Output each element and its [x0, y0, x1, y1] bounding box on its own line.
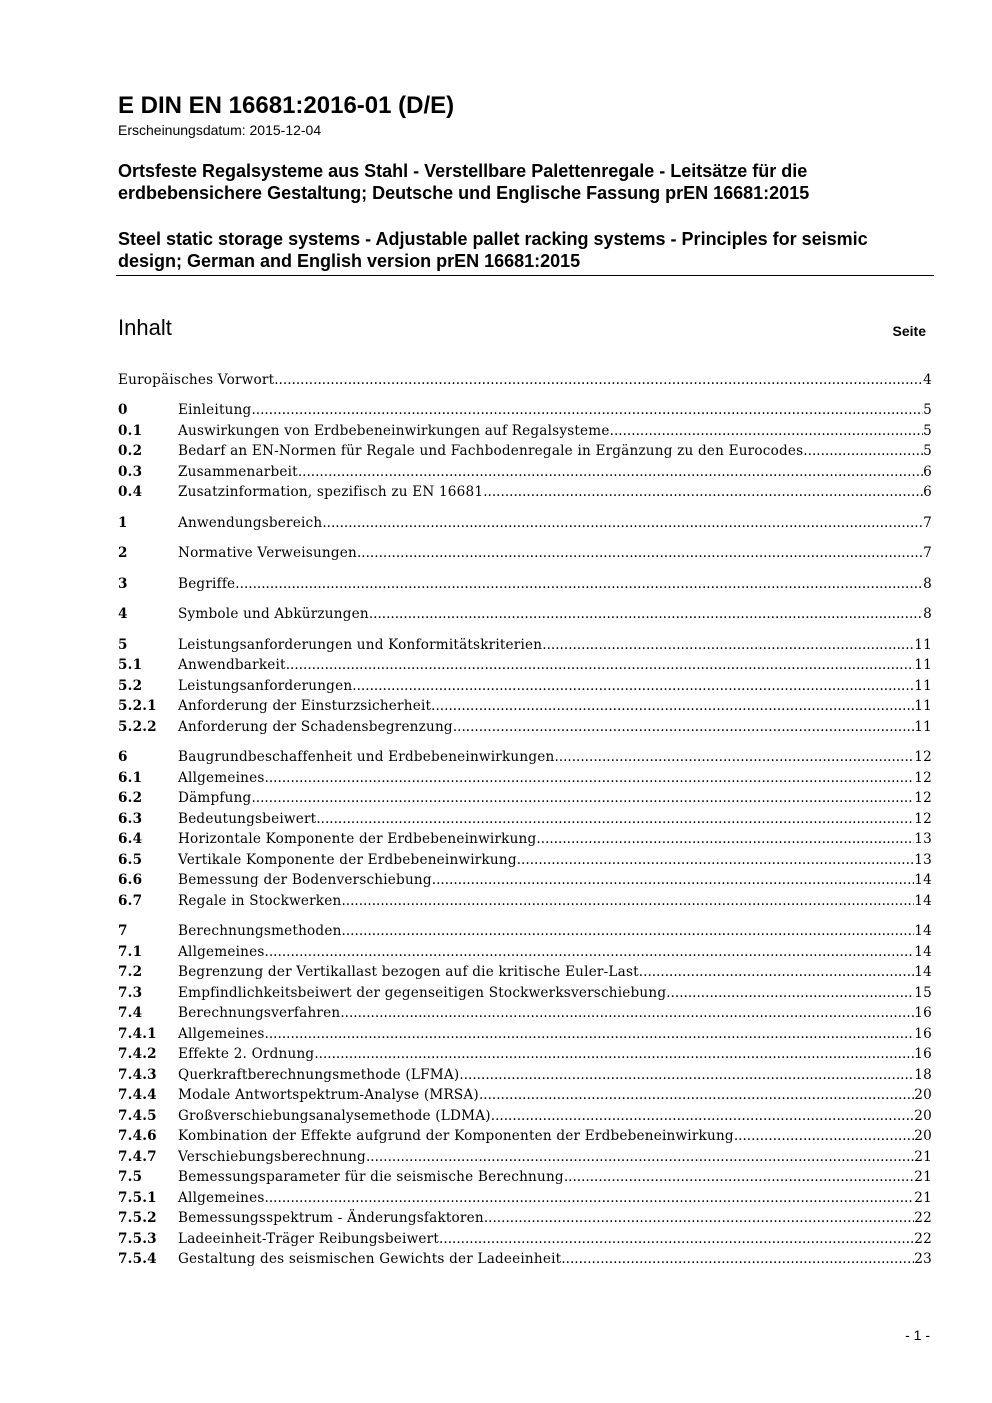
toc-entry[interactable] — [118, 1044, 932, 1064]
toc-entry[interactable] — [118, 747, 932, 767]
toc-entry[interactable] — [118, 962, 932, 982]
publication-date: Erscheinungsdatum: 2015-12-04 — [118, 122, 322, 138]
toc-entry-page: 20 — [914, 1128, 932, 1144]
toc-leader-dots — [639, 962, 915, 982]
toc-leader-dots — [554, 747, 914, 767]
toc-entry[interactable] — [118, 1024, 932, 1044]
header-divider — [116, 275, 934, 276]
toc-entry[interactable] — [118, 829, 932, 849]
title-german: Ortsfeste Regalsysteme aus Stahl - Verstellbare Palettenregale - Leitsätze für die erdbebensichere Gestaltung; Deutsche und Englische Fassung prEN 16681:2015 — [118, 161, 810, 203]
toc-leader-dots — [479, 1085, 914, 1105]
toc-entry[interactable] — [118, 717, 932, 737]
toc-entry-page: 15 — [914, 985, 932, 1001]
toc-leader-dots — [369, 604, 923, 624]
toc-entry-number: 7.4.4 — [118, 1087, 157, 1103]
toc-entry[interactable] — [118, 1065, 932, 1085]
toc-entry-number: 5.1 — [118, 657, 143, 673]
toc-entry-number: 6.5 — [118, 852, 143, 868]
toc-entry-page: 16 — [914, 1026, 932, 1042]
toc-leader-dots — [357, 543, 923, 563]
toc-entry-page: 16 — [914, 1005, 932, 1021]
toc-leader-dots — [265, 1188, 915, 1208]
toc-entry-page: 5 — [923, 443, 932, 459]
toc-leader-dots — [251, 400, 923, 420]
toc-entry[interactable] — [118, 768, 932, 788]
toc-leader-dots — [265, 942, 915, 962]
toc-entry-title: Anforderung der Einsturzsicherheit — [178, 698, 432, 714]
toc-entry-page: 23 — [914, 1251, 932, 1267]
toc-entry-page: 8 — [923, 576, 932, 592]
toc-entry-title: Allgemeines — [178, 1190, 265, 1206]
toc-entry-number: 7.4.7 — [118, 1149, 157, 1165]
toc-entry-number: 7.4.5 — [118, 1108, 157, 1124]
toc-entry-page: 12 — [914, 790, 932, 806]
toc-entry-page: 13 — [914, 852, 932, 868]
toc-leader-dots — [564, 1167, 914, 1187]
toc-entry[interactable] — [118, 850, 932, 870]
toc-entry-title: Ladeeinheit-Träger Reibungsbeiwert — [178, 1231, 440, 1247]
toc-entry-page: 14 — [914, 923, 932, 939]
toc-entry-number: 5.2.1 — [118, 698, 157, 714]
toc-entry-page: 21 — [914, 1190, 932, 1206]
toc-entry-page: 16 — [914, 1046, 932, 1062]
toc-entry-number: 6.6 — [118, 872, 143, 888]
toc-entry-page: 20 — [914, 1108, 932, 1124]
toc-entry-page: 21 — [914, 1149, 932, 1165]
toc-entry-page: 11 — [914, 637, 932, 653]
toc-leader-dots — [251, 788, 914, 808]
toc-entry-number: 7.5 — [118, 1169, 143, 1185]
toc-leader-dots — [483, 482, 923, 502]
toc-entry-page: 5 — [923, 423, 932, 439]
toc-entry-page: 12 — [914, 749, 932, 765]
toc-entry[interactable] — [118, 462, 932, 482]
toc-entry[interactable] — [118, 1085, 932, 1105]
toc-entry-title: Anforderung der Schadensbegrenzung — [178, 719, 453, 735]
toc-entry-number: 5 — [118, 637, 128, 653]
toc-entry-page: 20 — [914, 1087, 932, 1103]
toc-entry[interactable] — [118, 1003, 932, 1023]
toc-leader-dots — [610, 421, 924, 441]
toc-leader-dots — [453, 717, 914, 737]
toc-entry[interactable] — [118, 1188, 932, 1208]
toc-entry-number: 6.7 — [118, 893, 143, 909]
toc-entry-title: Bedeutungsbeiwert — [178, 811, 317, 827]
toc-entry-title: Bedarf an EN-Normen für Regale und Fachbodenregale in Ergänzung zu den Eurocodes — [178, 443, 804, 459]
toc-entry-number: 0.4 — [118, 484, 143, 500]
toc-leader-dots — [298, 462, 923, 482]
toc-entry-title: Begrenzung der Vertikallast bezogen auf die kritische Euler-Last — [178, 964, 639, 980]
toc-entry-page: 14 — [914, 872, 932, 888]
toc-entry-number: 7.5.2 — [118, 1210, 157, 1226]
toc-entry-page: 14 — [914, 964, 932, 980]
toc-leader-dots — [235, 574, 923, 594]
toc-entry-title: Allgemeines — [178, 1026, 265, 1042]
toc-entry-title: Leistungsanforderungen und Konformitätskriterien — [178, 637, 543, 653]
document-title: E DIN EN 16681:2016-01 (D/E) — [118, 92, 455, 119]
toc-entry[interactable] — [118, 400, 932, 420]
toc-entry-title: Empfindlichkeitsbeiwert der gegenseitigen Stockwerksverschiebung — [178, 985, 667, 1001]
toc-leader-dots — [286, 655, 915, 675]
toc-heading: Inhalt — [118, 315, 172, 340]
toc-entry-page: 4 — [923, 372, 932, 388]
toc-entry-number: 7.2 — [118, 964, 143, 980]
toc-entry[interactable] — [118, 655, 932, 675]
toc-entry-number: 0 — [118, 402, 128, 418]
toc-entry-page: 22 — [914, 1231, 932, 1247]
toc-entry-number: 6.2 — [118, 790, 143, 806]
toc-entry[interactable] — [118, 891, 932, 911]
toc-entry-title: Anwendbarkeit — [178, 657, 286, 673]
toc-entry-title: Begriffe — [178, 576, 236, 592]
toc-entry-number: 0.2 — [118, 443, 143, 459]
toc-entry[interactable] — [118, 1147, 932, 1167]
toc-entry[interactable] — [118, 482, 932, 502]
toc-entry-title: Bemessung der Bodenverschiebung — [178, 872, 432, 888]
toc-entry-title: Zusammenarbeit — [178, 464, 298, 480]
title-english: Steel static storage systems - Adjustable pallet racking systems - Principles for seismic design; German and English version prEN 16681:2015 — [118, 229, 868, 271]
toc-entry-page: 6 — [923, 464, 932, 480]
toc-entry[interactable] — [118, 1229, 932, 1249]
toc-entry-number: 1 — [118, 515, 128, 531]
toc-entry-number: 5.2 — [118, 678, 143, 694]
toc-leader-dots — [265, 1024, 915, 1044]
page-number: - 1 - — [905, 1327, 930, 1343]
toc-entry-page: 12 — [914, 770, 932, 786]
toc-entry-number: 6.1 — [118, 770, 143, 786]
toc-leader-dots — [431, 696, 914, 716]
toc-entry-number: 7.4.6 — [118, 1128, 157, 1144]
toc-entry-title: Allgemeines — [178, 770, 265, 786]
page-column-label: Seite — [892, 323, 926, 339]
toc-entry[interactable] — [118, 870, 932, 890]
toc-entry-title: Querkraftberechnungsmethode (LFMA) — [178, 1067, 460, 1083]
toc-entry[interactable] — [118, 421, 932, 441]
toc-entry-title: Großverschiebungsanalysemethode (LDMA) — [178, 1108, 491, 1124]
toc-leader-dots — [316, 809, 914, 829]
toc-entry[interactable] — [118, 370, 932, 390]
toc-entry-page: 6 — [923, 484, 932, 500]
toc-entry-page: 14 — [914, 944, 932, 960]
toc-leader-dots — [536, 829, 914, 849]
toc-entry-title: Regale in Stockwerken — [178, 893, 342, 909]
toc-entry[interactable] — [118, 696, 932, 716]
toc-leader-dots — [314, 1044, 914, 1064]
toc-leader-dots — [517, 850, 915, 870]
toc-entry[interactable] — [118, 983, 932, 1003]
toc-entry[interactable] — [118, 604, 932, 624]
toc-entry[interactable] — [118, 676, 932, 696]
toc-entry[interactable] — [118, 1249, 932, 1269]
toc-entry[interactable] — [118, 543, 932, 563]
toc-entry-number: 0.3 — [118, 464, 143, 480]
toc-leader-dots — [274, 370, 923, 390]
toc-entry[interactable] — [118, 788, 932, 808]
toc-entry[interactable] — [118, 1106, 932, 1126]
toc-entry-page: 5 — [923, 402, 932, 418]
toc-entry-page: 13 — [914, 831, 932, 847]
toc-entry-number: 6 — [118, 749, 128, 765]
toc-entry[interactable] — [118, 1208, 932, 1228]
toc-entry-number: 6.4 — [118, 831, 143, 847]
toc-leader-dots — [803, 441, 923, 461]
toc-entry-page: 22 — [914, 1210, 932, 1226]
toc-entry-page: 18 — [914, 1067, 932, 1083]
toc-entry-page: 11 — [914, 678, 932, 694]
toc-entry-title: Verschiebungsberechnung — [178, 1149, 366, 1165]
toc-entry-title: Berechnungsverfahren — [178, 1005, 341, 1021]
toc-entry-title: Kombination der Effekte aufgrund der Komponenten der Erdbebeneinwirkung — [178, 1128, 734, 1144]
toc-entry-page: 12 — [914, 811, 932, 827]
toc-entry-number: 6.3 — [118, 811, 143, 827]
toc-entry-title: Symbole und Abkürzungen — [178, 606, 369, 622]
toc-entry[interactable] — [118, 574, 932, 594]
toc-entry-number: 0.1 — [118, 423, 143, 439]
toc-entry-number: 2 — [118, 545, 128, 561]
toc-entry-number: 7.5.4 — [118, 1251, 157, 1267]
toc-entry-title: Anwendungsbereich — [178, 515, 323, 531]
toc-leader-dots — [542, 635, 914, 655]
toc-entry-title: Modale Antwortspektrum-Analyse (MRSA) — [178, 1087, 479, 1103]
toc-entry-title: Normative Verweisungen — [178, 545, 357, 561]
toc-leader-dots — [366, 1147, 914, 1167]
toc-entry[interactable] — [118, 1126, 932, 1146]
toc-entry[interactable] — [118, 921, 932, 941]
toc-leader-dots — [322, 513, 923, 533]
toc-entry-title: Gestaltung des seismischen Gewichts der Ladeeinheit — [178, 1251, 562, 1267]
toc-leader-dots — [666, 983, 914, 1003]
toc-leader-dots — [491, 1106, 915, 1126]
toc-entry-number: 7.5.3 — [118, 1231, 157, 1247]
toc-entry-number: 7.4.2 — [118, 1046, 157, 1062]
toc-leader-dots — [459, 1065, 914, 1085]
toc-entry[interactable] — [118, 809, 932, 829]
toc-entry-title: Bemessungsparameter für die seismische Berechnung — [178, 1169, 564, 1185]
toc-entry-title: Baugrundbeschaffenheit und Erdbebeneinwirkungen — [178, 749, 555, 765]
toc-entry-number: 7 — [118, 923, 128, 939]
toc-entry-page: 11 — [914, 657, 932, 673]
toc-entry-title: Horizontale Komponente der Erdbebeneinwirkung — [178, 831, 537, 847]
toc-leader-dots — [341, 891, 914, 911]
toc-entry-title: Berechnungsmethoden — [178, 923, 342, 939]
toc-entry-page: 21 — [914, 1169, 932, 1185]
toc-entry-page: 14 — [914, 893, 932, 909]
toc-leader-dots — [340, 1003, 914, 1023]
toc-entry-number: 7.4.3 — [118, 1067, 157, 1083]
toc-leader-dots — [561, 1249, 914, 1269]
toc-leader-dots — [734, 1126, 914, 1146]
toc-entry-page: 11 — [914, 719, 932, 735]
toc-leader-dots — [484, 1208, 914, 1228]
toc-entry-page: 7 — [923, 515, 932, 531]
toc-leader-dots — [352, 676, 914, 696]
toc-entry-title: Leistungsanforderungen — [178, 678, 353, 694]
toc-entry-number: 5.2.2 — [118, 719, 157, 735]
toc-entry-title: Zusatzinformation, spezifisch zu EN 16681 — [178, 484, 484, 500]
toc-entry-number: 7.4.1 — [118, 1026, 157, 1042]
toc-leader-dots — [265, 768, 915, 788]
toc-entry-page: 8 — [923, 606, 932, 622]
toc-leader-dots — [439, 1229, 914, 1249]
toc-entry[interactable] — [118, 635, 932, 655]
toc-leader-dots — [342, 921, 915, 941]
toc-entry-title: Europäisches Vorwort — [118, 372, 275, 388]
toc-entry-title: Bemessungsspektrum - Änderungsfaktoren — [178, 1210, 484, 1226]
toc-entry-title: Dämpfung — [178, 790, 252, 806]
toc-entry-number: 7.4 — [118, 1005, 143, 1021]
toc-entry[interactable] — [118, 1167, 932, 1187]
toc-entry-number: 7.5.1 — [118, 1190, 157, 1206]
toc-entry-number: 4 — [118, 606, 128, 622]
toc-entry[interactable] — [118, 441, 932, 461]
toc-entry-page: 7 — [923, 545, 932, 561]
toc-leader-dots — [432, 870, 915, 890]
toc-entry-page: 11 — [914, 698, 932, 714]
toc-entry-title: Auswirkungen von Erdbebeneinwirkungen auf Regalsysteme — [178, 423, 610, 439]
toc-entry[interactable] — [118, 513, 932, 533]
toc-entry-title: Vertikale Komponente der Erdbebeneinwirkung — [178, 852, 517, 868]
toc-entry-number: 7.3 — [118, 985, 143, 1001]
toc-entry-title: Allgemeines — [178, 944, 265, 960]
toc-entry-title: Effekte 2. Ordnung — [178, 1046, 315, 1062]
toc-entry-title: Einleitung — [178, 402, 252, 418]
toc-entry-number: 3 — [118, 576, 128, 592]
toc-entry-number: 7.1 — [118, 944, 143, 960]
toc-entry[interactable] — [118, 942, 932, 962]
